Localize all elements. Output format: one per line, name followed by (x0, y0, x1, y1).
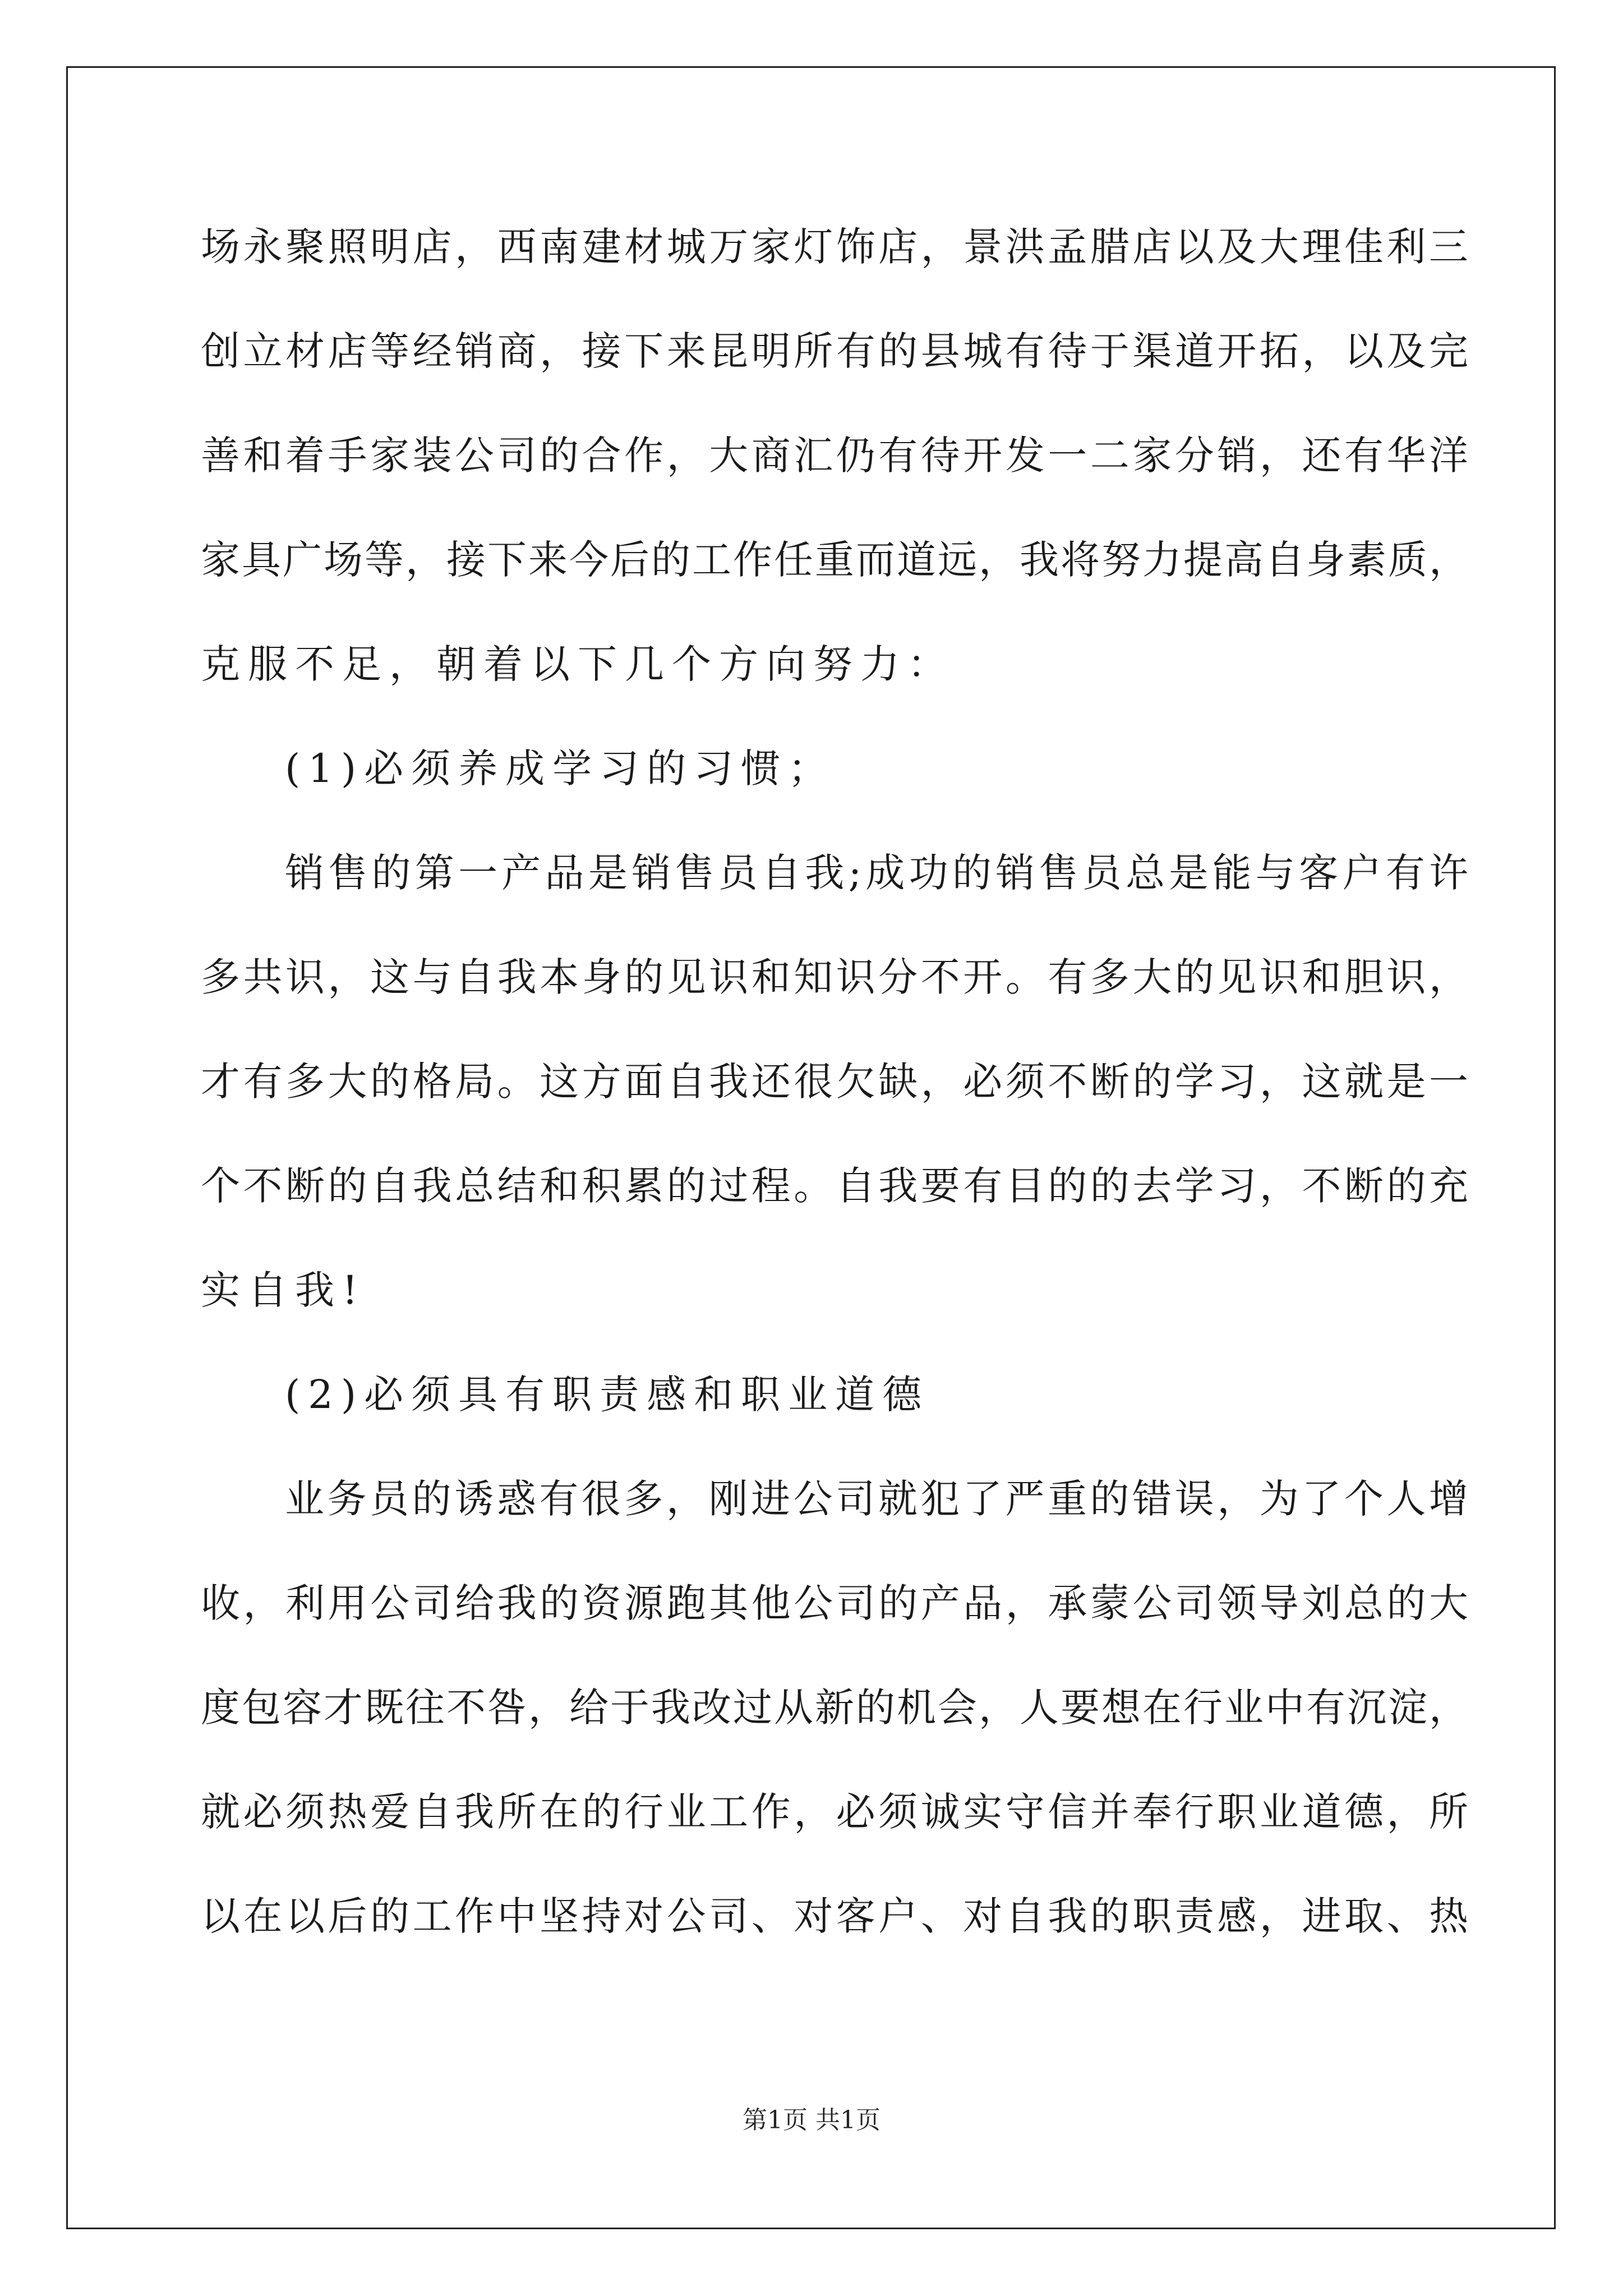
text-line-3: 善和着手家装公司的合作，大商汇仍有待开发一二家分销，还有华洋 (201, 432, 1468, 478)
text-line-17: 以在以后的工作中坚持对公司、对客户、对自我的职责感，进取、热 (201, 1893, 1468, 1939)
text-line-10: 个不断的自我总结和积累的过程。自我要有目的的去学习，不断的充 (201, 1163, 1468, 1209)
text-line-7: 销售的第一产品是销售员自我;成功的销售员总是能与客户有许 (285, 850, 1468, 896)
text-line-15: 度包容才既往不咎，给于我改过从新的机会，人要想在行业中有沉淀， (201, 1685, 1468, 1731)
text-line-13: 业务员的诱惑有很多，刚进公司就犯了严重的错误，为了个人增 (285, 1476, 1468, 1522)
text-line-2: 创立材店等经销商，接下来昆明所有的县城有待于渠道开拓，以及完 (201, 328, 1468, 374)
text-line-1: 场永聚照明店，西南建材城万家灯饰店，景洪孟腊店以及大理佳利三 (201, 224, 1468, 270)
text-line-11: 实自我! (201, 1267, 366, 1313)
page-footer: 第1页 共1页 (743, 2106, 880, 2134)
text-line-5: 克服不足，朝着以下几个方向努力： (201, 641, 955, 687)
text-line-8: 多共识，这与自我本身的见识和知识分不开。有多大的见识和胆识， (201, 954, 1468, 1000)
text-line-16: 就必须热爱自我所在的行业工作，必须诚实守信并奉行职业道德，所 (201, 1789, 1468, 1835)
section-heading-2: (2)必须具有职责感和职业道德 (285, 1372, 930, 1418)
text-line-4: 家具广场等，接下来今后的工作任重而道远，我将努力提高自身素质， (201, 537, 1468, 583)
section-heading-1: (1)必须养成学习的习惯； (285, 746, 836, 792)
text-line-9: 才有多大的格局。这方面自我还很欠缺，必须不断的学习，这就是一 (201, 1059, 1468, 1105)
text-line-14: 收，利用公司给我的资源跑其他公司的产品，承蒙公司领导刘总的大 (201, 1580, 1468, 1626)
